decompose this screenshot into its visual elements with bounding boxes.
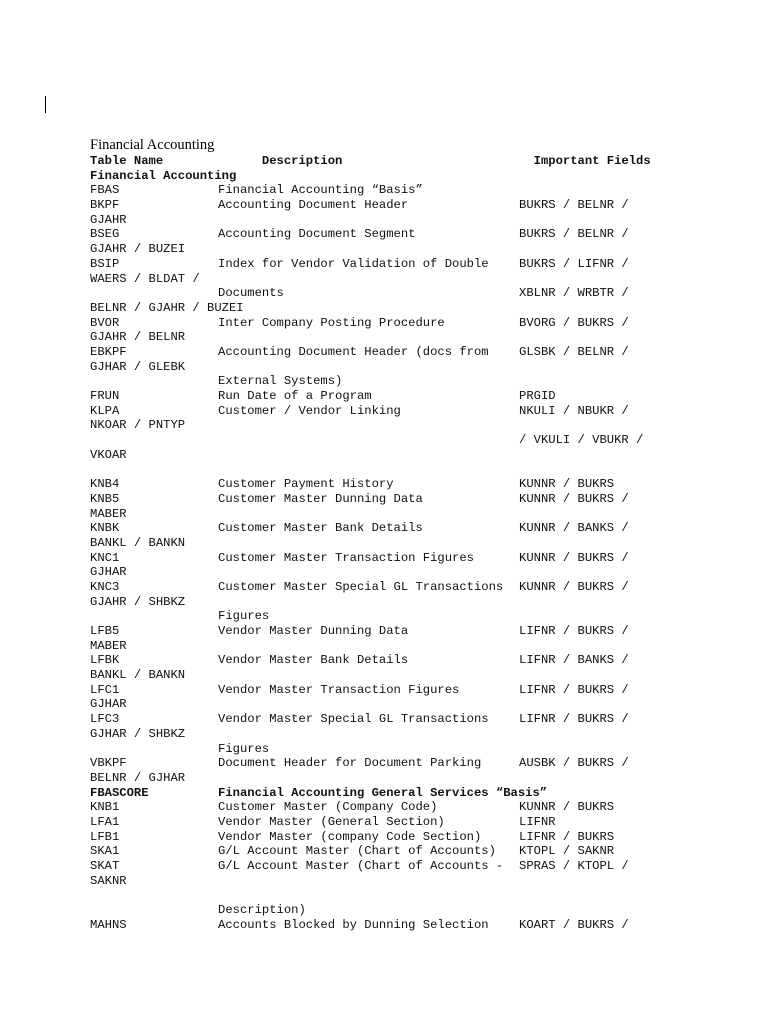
description-cell: Customer Master Special GL Transactions — [218, 579, 504, 594]
fields-cell: BUKRS / BELNR / — [519, 227, 629, 242]
description-cell: Accounting Document Header (docs from — [218, 344, 489, 359]
fields-cell: LIFNR / BUKRS — [519, 829, 615, 844]
table-name-cell: SAKNR — [90, 873, 127, 888]
table-name-cell: BSIP — [90, 256, 120, 271]
description-cell: Vendor Master (General Section) — [218, 814, 445, 829]
fields-cell: Important Fields — [519, 154, 651, 168]
table-name-cell: GJHAR / GLEBK — [90, 359, 186, 374]
description-cell: Vendor Master Special GL Transactions — [218, 712, 489, 727]
description-cell: Customer / Vendor Linking — [218, 403, 401, 418]
table-name-cell: SKAT — [90, 859, 120, 873]
description-cell: Financial Accounting General Services “Basis” — [218, 785, 548, 800]
table-name-cell: NKOAR / PNTYP — [90, 418, 186, 433]
table-name-cell: BVOR — [90, 315, 120, 330]
table-name-cell: VKOAR — [90, 447, 127, 462]
table-name-cell: KNBK — [90, 521, 120, 536]
description-cell: Vendor Master (company Code Section) — [218, 829, 482, 844]
fields-cell: AUSBK / BUKRS / — [519, 756, 629, 771]
table-name-cell: GJHAR / SHBKZ — [90, 726, 186, 741]
table-name-cell: MAHNS — [90, 917, 127, 932]
table-name-cell: WAERS / BLDAT / — [90, 271, 200, 286]
fields-cell: KTOPL / SAKNR — [519, 844, 615, 859]
description-cell: Accounting Document Header — [218, 198, 409, 213]
description-cell: Figures — [218, 741, 270, 756]
description-cell: External Systems) — [218, 374, 343, 389]
description-cell: Customer Master Dunning Data — [218, 491, 423, 506]
fields-cell: GLSBK / BELNR / — [519, 344, 629, 359]
description-cell: Description — [218, 154, 343, 168]
fields-cell: LIFNR / BANKS / — [519, 653, 629, 668]
fields-cell: KUNNR / BUKRS / — [519, 491, 629, 506]
table-name-cell: GJAHR / BELNR — [90, 330, 186, 345]
fields-cell: LIFNR / BUKRS / — [519, 682, 629, 697]
table-name-cell: LFBK — [90, 653, 120, 668]
fields-cell: / VKULI / VBUKR / — [519, 433, 644, 448]
description-cell: Customer Payment History — [218, 477, 394, 492]
description-cell: G/L Account Master (Chart of Accounts) — [218, 844, 496, 859]
description-cell: Customer Master Transaction Figures — [218, 550, 474, 565]
table-name-cell: LFB5 — [90, 624, 120, 638]
table-name-cell: LFC3 — [90, 712, 120, 727]
fields-cell: BUKRS / BELNR / — [519, 198, 629, 213]
description-cell: Accounting Document Segment — [218, 227, 416, 242]
table-name-cell: LFC1 — [90, 682, 120, 697]
table-name-cell: GJAHR / SHBKZ — [90, 594, 186, 609]
description-cell: Document Header for Document Parking — [218, 756, 482, 771]
text-cursor — [45, 96, 46, 113]
description-cell: Vendor Master Dunning Data — [218, 624, 409, 638]
fields-cell: KOART / BUKRS / — [519, 917, 629, 932]
table-name-cell: KLPA — [90, 403, 120, 418]
fields-cell: KUNNR / BUKRS / — [519, 579, 629, 594]
description-cell: Documents — [218, 286, 284, 301]
description-cell: Customer Master Bank Details — [218, 521, 423, 536]
fields-cell: LIFNR / BUKRS / — [519, 712, 629, 727]
fields-cell: KUNNR / BANKS / — [519, 521, 629, 536]
fields-cell: XBLNR / WRBTR / — [519, 286, 629, 301]
fields-cell: BUKRS / LIFNR / — [519, 256, 629, 271]
table-name-cell: GJHAR — [90, 565, 127, 580]
table-name-cell: EBKPF — [90, 344, 127, 359]
table-name-cell: SKA1 — [90, 844, 120, 859]
table-name-cell: KNC1 — [90, 550, 120, 565]
description-cell: Inter Company Posting Procedure — [218, 315, 445, 330]
table-name-cell: KNC3 — [90, 579, 120, 594]
table-name-cell: FBAS — [90, 183, 120, 198]
description-cell: Figures — [218, 609, 270, 624]
table-name-cell: BANKL / BANKN — [90, 535, 186, 550]
description-cell: Accounts Blocked by Dunning Selection — [218, 917, 489, 932]
table-name-cell: FBASCORE — [90, 785, 149, 800]
fields-cell: KUNNR / BUKRS — [519, 800, 615, 815]
table-name-cell: VBKPF — [90, 756, 127, 771]
table-name-cell: GJHAR — [90, 697, 127, 712]
table-name-cell: BSEG — [90, 227, 120, 242]
fields-cell: LIFNR / BUKRS / — [519, 624, 629, 638]
description-cell: Financial Accounting “Basis” — [218, 183, 423, 198]
table-name-cell: LFA1 — [90, 814, 120, 829]
table-name-cell: BELNR / GJHAR — [90, 770, 186, 785]
table-name-cell: GJAHR — [90, 212, 127, 227]
table-name-cell: BELNR / GJAHR / BUZEI — [90, 300, 244, 315]
description-cell: Run Date of a Program — [218, 389, 372, 403]
description-cell: Index for Vendor Validation of Double — [218, 256, 489, 271]
table-name-cell: KNB4 — [90, 477, 120, 492]
description-cell: Vendor Master Transaction Figures — [218, 682, 460, 697]
description-cell: Description) — [218, 903, 306, 918]
fields-cell: NKULI / NBUKR / — [519, 403, 629, 418]
fields-cell: KUNNR / BUKRS — [519, 477, 615, 492]
table-name-cell: Financial Accounting — [90, 168, 237, 183]
table-name-cell: Table Name — [90, 154, 164, 168]
fields-cell: KUNNR / BUKRS / — [519, 550, 629, 565]
table-name-cell: BANKL / BANKN — [90, 668, 186, 683]
table-name-cell: MABER — [90, 638, 127, 653]
description-cell: Vendor Master Bank Details — [218, 653, 409, 668]
fields-cell: LIFNR — [519, 814, 556, 829]
table-name-cell: LFB1 — [90, 829, 120, 844]
table-name-cell: BKPF — [90, 198, 120, 213]
table-name-cell: FRUN — [90, 389, 120, 403]
description-cell: Customer Master (Company Code) — [218, 800, 438, 815]
description-cell: G/L Account Master (Chart of Accounts - — [218, 859, 504, 873]
table-name-cell: GJAHR / BUZEI — [90, 242, 186, 257]
fields-cell: PRGID — [519, 389, 556, 403]
fields-cell: BVORG / BUKRS / — [519, 315, 629, 330]
table-name-cell: MABER — [90, 506, 127, 521]
fields-cell: SPRAS / KTOPL / — [519, 859, 629, 873]
table-name-cell: KNB5 — [90, 491, 120, 506]
table-name-cell: KNB1 — [90, 800, 120, 815]
document-title: Financial Accounting — [90, 137, 215, 153]
